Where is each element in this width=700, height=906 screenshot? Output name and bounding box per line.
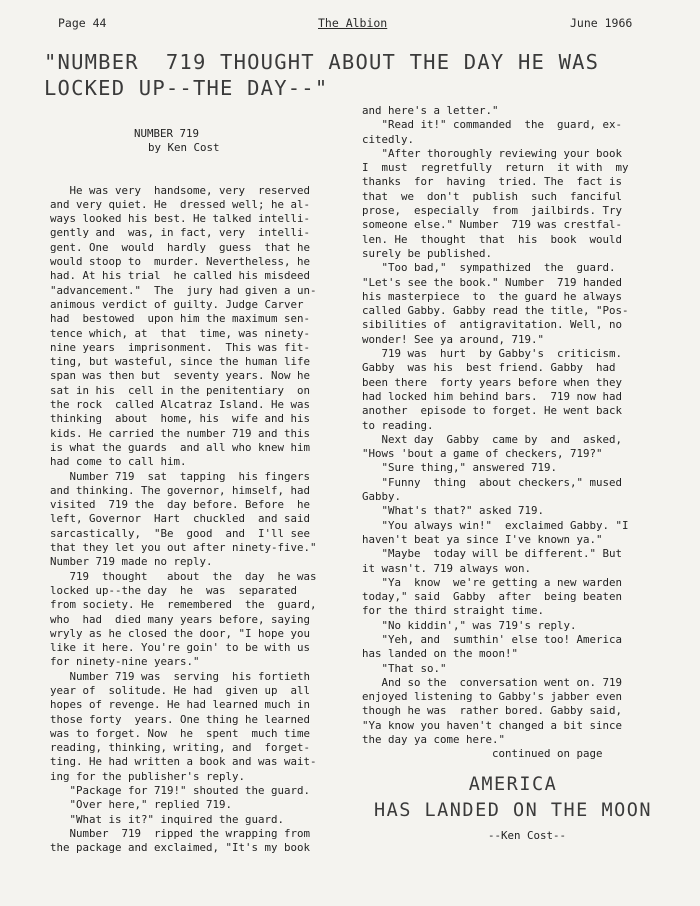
text-line: "Let's see the book." Number 719 handed [362,275,623,289]
text-line: been there forty years before when they [362,375,623,389]
text-line: that they let you out after ninety-five." [50,541,317,555]
text-line: was to forget. Now he spent much time [50,726,311,740]
text-line: Gabby was his best friend. Gabby had [362,361,616,375]
text-line: visited 719 the day before. Before he [50,498,311,512]
text-line: "Read it!" commanded the guard, ex- [362,118,623,132]
text-line: "Over here," replied 719. [50,798,233,812]
text-line: "That so." [362,661,447,675]
text-line: someone else." Number 719 was crestfal- [362,218,623,232]
text-line: year of solitude. He had given up all [50,683,311,697]
text-line: 719 was hurt by Gabby's criticism. [362,347,623,361]
text-line: kids. He carried the number 719 and this [50,426,311,440]
poem-author: --Ken Cost-- [488,829,567,842]
poem-title-line-2: HAS LANDED ON THE MOON [373,800,653,821]
headline-line-1: "NUMBER 719 THOUGHT ABOUT THE DAY HE WAS [44,50,600,74]
text-line: another episode to forget. He went back [362,404,623,418]
publication-name: The Albion [318,16,388,30]
text-line: locked up--the day he was separated [50,583,298,597]
text-line: for the third straight time. [362,604,545,618]
text-line: He was very handsome, very reserved [50,183,311,197]
text-line: prose, especially from jailbirds. Try [362,204,623,218]
text-line: had come to call him. [50,455,187,469]
text-line: hopes of revenge. He had learned much in [50,698,311,712]
text-line: "What's that?" asked 719. [362,504,545,518]
text-line: it wasn't. 719 always won. [362,561,532,575]
text-line: "Package for 719!" shouted the guard. [50,784,311,798]
poem-title [358,772,668,824]
text-line: "No kiddin'," was 719's reply. [362,618,577,632]
text-line: continued on page [362,747,603,761]
text-line: would stoop to murder. Nevertheless, he [50,255,311,269]
text-line: "Maybe today will be different." But [362,547,623,561]
text-line: the package and exclaimed, "It's my book [50,841,311,855]
text-line: and here's a letter." [362,104,499,117]
text-line: thanks for having tried. The fact is [362,175,623,189]
text-line: span was then but seventy years. Now he [50,369,311,383]
text-line: 719 thought about the day he was [50,569,317,583]
text-line: the rock called Alcatraz Island. He was [50,398,311,412]
text-line: "Funny thing about checkers," mused [362,475,623,489]
text-line: "What is it?" inquired the guard. [50,812,285,826]
left-column-text [50,184,332,856]
text-line: from society. He remembered the guard, [50,598,317,612]
text-line: sat in his cell in the penitentiary on [50,383,311,397]
text-line: "You always win!" exclaimed Gabby. "I [362,518,629,532]
text-line: sibilities of antigravitation. Well, no [362,318,623,332]
text-line: "Sure thing," answered 719. [362,461,558,475]
text-line: ting, but wasteful, since the human life [50,355,311,369]
page-number: Page 44 [58,16,107,30]
text-line: nine years imprisonment. This was fit- [50,340,311,354]
text-line: "After thoroughly reviewing your book [362,146,623,160]
text-line: I must regretfully return it with my [362,161,629,175]
text-line: Number 719 was serving his fortieth [50,669,311,683]
text-line: ting. He had written a book and was wait- [50,755,317,769]
issue-date: June 1966 [570,16,633,30]
text-line: "Ya know you haven't changed a bit since [362,718,623,732]
text-line: sarcastically, "Be good and I'll see [50,526,311,540]
text-line: Gabby. [362,490,402,504]
text-line: citedly. [362,132,415,146]
story-title: NUMBER 719 [134,127,200,140]
text-line: enjoyed listening to Gabby's jabber even [362,690,623,704]
text-line: his masterpiece to the guard he always [362,289,623,303]
text-line: for ninety-nine years." [50,655,200,669]
text-line: and thinking. The governor, himself, had [50,483,311,497]
text-line: haven't beat ya since I've known ya." [362,532,603,546]
text-line: wryly as he closed the door, "I hope you [50,626,311,640]
story-column-right [362,104,652,762]
text-line: len. He thought that his book would [362,232,623,246]
text-line: "Ya know we're getting a new warden [362,575,623,589]
text-line: And so the conversation went on. 719 [362,675,623,689]
text-line: thinking about home, his wife and his [50,412,311,426]
poem-title-line-1: AMERICA [468,774,558,795]
right-column-text [362,104,652,762]
text-line: is what the guards and all who knew him [50,440,311,454]
text-line: "Too bad," sympathized the guard. [362,261,616,275]
text-line: animous verdict of guilty. Judge Carver [50,297,304,311]
text-line: like it here. You're goin' to be with us [50,641,311,655]
text-line: and very quiet. He dressed well; he al- [50,197,311,211]
text-line: surely be published. [362,246,493,260]
text-line: wonder! See ya around, 719." [362,332,545,346]
text-line: has landed on the moon!" [362,647,519,661]
text-line: Number 719 made no reply. [50,555,213,569]
story-author: by Ken Cost [148,141,220,155]
text-line: who had died many years before, saying [50,612,311,626]
text-line: had bestowed upon him the maximum sen- [50,312,311,326]
text-line: called Gabby. Gabby read the title, "Pos- [362,304,629,318]
text-line: "Hows 'bout a game of checkers, 719?" [362,447,603,461]
story-column-left [50,127,332,856]
text-line: "advancement." The jury had given a un- [50,283,317,297]
text-line: reading, thinking, writing, and forget- [50,741,311,755]
text-line: tence which, at that time, was ninety- [50,326,311,340]
text-line: ways looked his best. He talked intelli- [50,212,311,226]
text-line: gent. One would hardly guess that he [50,240,311,254]
text-line: ing for the publisher's reply. [50,769,246,783]
text-line: had. At his trial he called his misdeed [50,269,311,283]
text-line: left, Governor Hart chuckled and said [50,512,311,526]
text-line: though he was rather bored. Gabby said, [362,704,623,718]
text-line: those forty years. One thing he learned [50,712,311,726]
text-line: that we don't publish such fanciful [362,189,623,203]
headline-line-2: LOCKED UP--THE DAY--" [44,76,329,100]
text-line: Next day Gabby came by and asked, [362,432,623,446]
text-line: to reading. [362,418,434,432]
text-line: had locked him behind bars. 719 now had [362,389,623,403]
text-line: Number 719 ripped the wrapping from [50,826,311,840]
text-line: Number 719 sat tapping his fingers [50,469,311,483]
text-line: gently and was, in fact, very intelli- [50,226,311,240]
text-line: "Yeh, and sumthin' else too! America [362,632,623,646]
text-line: today," said Gabby after being beaten [362,590,623,604]
text-line: the day ya come here." [362,733,506,747]
